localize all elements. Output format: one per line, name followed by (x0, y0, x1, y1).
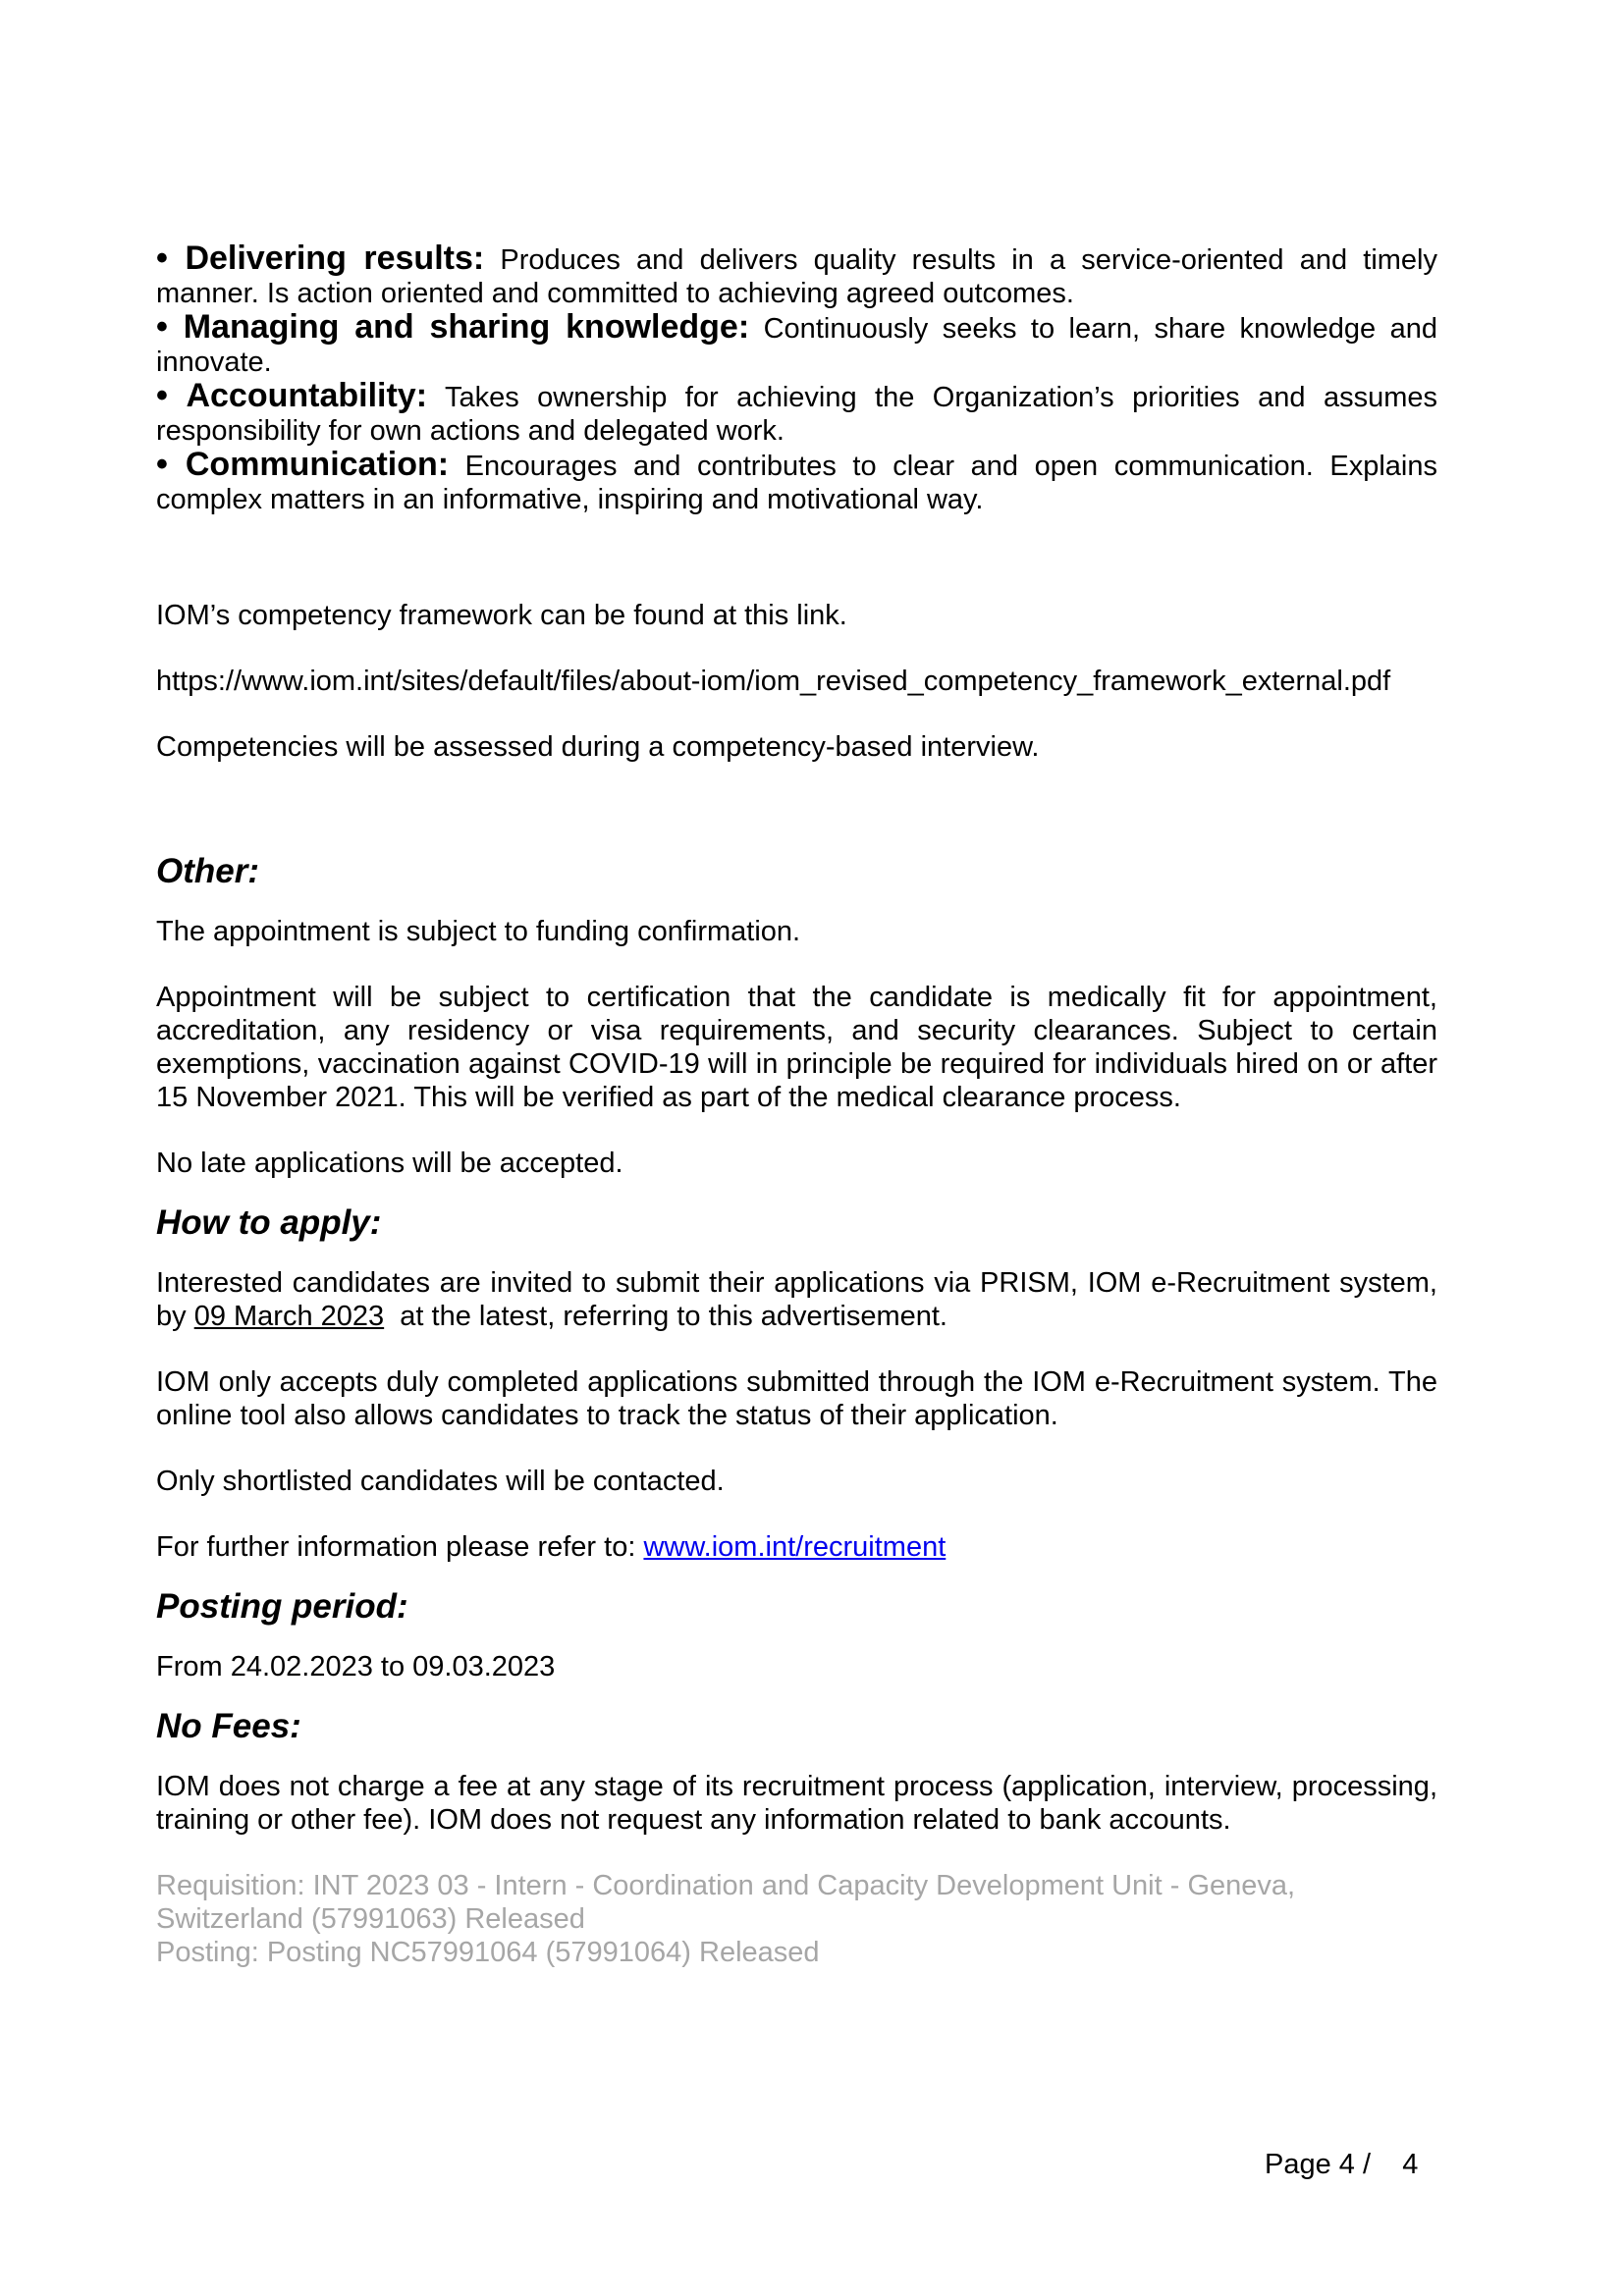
other-funding: The appointment is subject to funding confirmation. (156, 916, 801, 947)
framework-intro: IOM’s competency framework can be found at this link. (156, 600, 847, 631)
apply-deadline-date: 09 March 2023 (193, 1301, 385, 1332)
competency-delivering-results (156, 241, 1437, 310)
apply-text-before: Interested candidates are invited to submit their applications via PRISM, IOM e-Recruitment system, by (156, 1267, 1437, 1332)
competency-communication (156, 448, 1437, 516)
apply-shortlist-note: Only shortlisted candidates will be contacted. (156, 1466, 725, 1497)
heading-posting-period: Posting period: (156, 1587, 408, 1626)
competency-description: Produces and delivers quality results in a service-oriented and timely manner. Is action oriented and committed to achieving agreed outcomes. (156, 244, 1437, 309)
apply-text-after: at the latest, referring to this advertisement. (384, 1301, 947, 1332)
competency-term: • Managing and sharing knowledge: (156, 308, 750, 346)
competency-description: Takes ownership for achieving the Organization’s priorities and assumes responsibility for own actions and delegated work. (156, 382, 1437, 447)
apply-instructions (156, 1266, 1437, 1333)
other-appointment-conditions: Appointment will be subject to certification that the candidate is medically fit for appointment, accreditation, any residency or visa requirements, and security clearances. Subject to certain exemptions, vaccination against COVID-19 will in principle be required for individuals hired on or after 15 November 2021. This will be verified as part of the medical clearance process. (156, 982, 1437, 1113)
framework-url: https://www.iom.int/sites/default/files/about-iom/iom_revised_competency_framework_external.pdf (156, 666, 1391, 697)
competency-term: • Delivering results: (156, 240, 485, 277)
heading-other: Other: (156, 852, 259, 890)
no-fees-text: IOM does not charge a fee at any stage of its recruitment process (application, interview, processing, training or other fee). IOM does not request any information related to bank accounts. (156, 1771, 1437, 1836)
apply-further-info (156, 1530, 1437, 1564)
competency-term: • Accountability: (156, 377, 428, 414)
recruitment-link[interactable]: www.iom.int/recruitment (643, 1531, 947, 1563)
competency-term: • Communication: (156, 446, 450, 483)
competency-managing-knowledge (156, 310, 1437, 379)
competency-description: Encourages and contributes to clear and open communication. Explains complex matters in an informative, inspiring and motivational way. (156, 451, 1437, 515)
competency-accountability (156, 379, 1437, 448)
document-body (156, 241, 1437, 1969)
footer-requisition: Requisition: INT 2023 03 - Intern - Coordination and Capacity Development Unit - Geneva, Switzerland (57991063) Released (156, 1870, 1296, 1935)
footer-posting: Posting: Posting NC57991064 (57991064) Released (156, 1937, 820, 1968)
further-info-prefix: For further information please refer to: (156, 1531, 644, 1563)
assessment-note: Competencies will be assessed during a competency-based interview. (156, 731, 1040, 763)
heading-no-fees: No Fees: (156, 1707, 301, 1745)
heading-how-to-apply: How to apply: (156, 1203, 382, 1242)
apply-system-note: IOM only accepts duly completed applications submitted through the IOM e-Recruitment system. The online tool also allows candidates to track the status of their application. (156, 1366, 1437, 1431)
other-late-applications: No late applications will be accepted. (156, 1148, 623, 1179)
page-number: Page 4 / 4 (1265, 2149, 1419, 2180)
competency-description: Continuously seeks to learn, share knowledge and innovate. (156, 313, 1438, 378)
posting-period-dates: From 24.02.2023 to 09.03.2023 (156, 1651, 556, 1682)
